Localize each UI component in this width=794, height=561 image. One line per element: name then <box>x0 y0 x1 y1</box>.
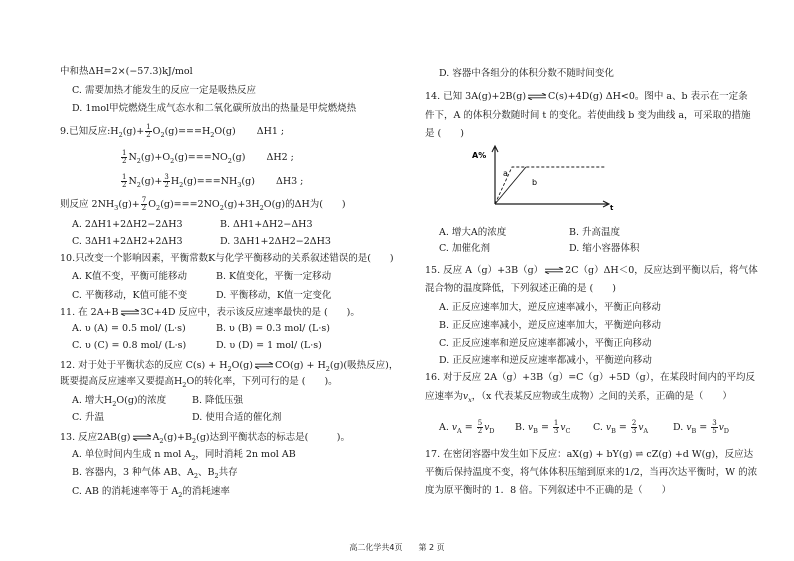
question-12-option-c: C. 升温 <box>72 412 104 423</box>
question-17-stem: 17. 在密闭容器中发生如下反应：aX(g) + bY(g) ⇌ cZ(g) +d W(g)，反应达 <box>425 449 754 460</box>
y-axis-label: A% <box>472 151 487 160</box>
question-12-option-a: A. 增大$H_2O(g)$的浓度 <box>72 395 167 408</box>
question-11-option-c: C. υ (C) = 0.8 mol/ (L·s) <box>72 340 187 351</box>
question-14-option-c: C. 加催化剂 <box>439 243 490 254</box>
question-14-stem-2: 件下，A 的体积分数随时间 t 的变化。若使曲线 b 变为曲线 a，可采取的措施 <box>425 110 751 121</box>
question-14-stem-3: 是 ( ) <box>425 128 464 139</box>
question-10-option-d: D. 平衡移动，K值一定变化 <box>216 290 332 301</box>
question-12-option-d: D. 使用合适的催化剂 <box>192 412 282 423</box>
question-9-eq1: 9.已知反应$:H_2(g)+$ $\frac{1}{2}$ $O_2(g)===H_2O(g)$ ΔH1 ; <box>60 123 285 139</box>
text-line: 中和热ΔH=2×(−57.3)kJ/mol <box>60 66 193 77</box>
question-15-option-c: C. 正反应速率和逆反应速率都减小，平衡正向移动 <box>439 338 652 349</box>
curve-a <box>495 167 606 204</box>
question-10-option-b: B. K值变化，平衡一定移动 <box>216 271 332 282</box>
question-9-stem: 则反应 $2NH_3(g)+$ $\frac{7}{2}$ $O_2(g)===2NO_2(g)+3H_2O(g)$的ΔH为( ) <box>60 196 346 212</box>
curve-b <box>495 167 526 204</box>
curve-a-label: a <box>503 169 508 178</box>
question-15-stem-2: 混合物的温度降低，下列叙述正确的是 ( ) <box>425 283 616 294</box>
question-14-option-a: A. 增大A的浓度 <box>439 227 507 238</box>
question-15-option-b: B. 正反应速率减小，逆反应速率加大，平衡逆向移动 <box>439 320 662 331</box>
question-15-stem: 15. 反应 A（g）+3B（g） 2C（g）ΔH＜0，反应达到平衡以后，将气体 <box>425 265 758 276</box>
page-footer: 高二化学共4页 第 2 页 <box>349 543 445 552</box>
question-11-option-d: D. υ (D) = 1 mol/ (L·s) <box>216 340 322 351</box>
question-13-option-b: B. 容器内，3 种气体 AB、$A_2$、$B_2$共存 <box>72 467 238 480</box>
question-16-stem-2: 应速率为$v_x$，（x 代表某反应物或生成物）之间的关系，正确的是（ ） <box>425 391 732 404</box>
question-13-option-a: A. 单位时间内生成 n mol $A_2$，同时消耗 2n mol AB <box>72 449 296 462</box>
question-13-option-c: C. AB 的消耗速率等于 $A_2$的消耗速率 <box>72 486 230 499</box>
question-16-option-c: C. $v_B$ = $\frac{2}{3}$ $v_A$ <box>593 419 649 435</box>
question-15-option-d: D. 正反应速率和逆反应速率都减小，平衡逆向移动 <box>439 355 652 366</box>
question-15-option-a: A. 正反应速率加大，逆反应速率减小，平衡正向移动 <box>439 302 661 313</box>
question-16-stem: 16. 对于反应 2A（g）+3B（g）=C（g）+5D（g），在某段时间内的平均反 <box>425 372 755 383</box>
equilibrium-arrow-icon <box>544 267 564 274</box>
question-13-stem: 13. 反应2AB(g) $A_2(g)+B_2(g)$达到平衡状态的标志是( )。 <box>60 432 351 445</box>
question-17-stem-2: 平衡后保持温度不变，将气体体积压缩到原来的1/2，当再次达平衡时，W 的浓 <box>425 467 758 478</box>
question-12-option-b: B. 降低压强 <box>192 395 244 406</box>
question-14-stem: 14. 已知 3A(g)+2B(g) C(s)+4D(g) ΔH<0。图中 a、b 表示在一定条 <box>425 91 748 102</box>
question-16-option-a: A. $v_A$ = $\frac{5}{2}$ $v_D$ <box>439 419 495 435</box>
question-14-option-d: D. 缩小容器体积 <box>569 243 640 254</box>
question-9-option-d: D. 3ΔH1+2ΔH2−2ΔH3 <box>220 236 331 247</box>
equilibrium-arrow-icon <box>120 309 140 316</box>
question-11-option-b: B. υ (B) = 0.3 mol/ (L·s) <box>216 323 330 334</box>
question-9-option-a: A. 2ΔH1+2ΔH2−2ΔH3 <box>72 219 183 230</box>
option-d: D. 1mol甲烷燃烧生成气态水和二氧化碳所放出的热量是甲烷燃烧热 <box>72 103 357 114</box>
option-c: C. 需要加热才能发生的反应一定是吸热反应 <box>72 85 256 96</box>
curve-b-label: b <box>532 178 538 187</box>
question-10-stem: 10.只改变一个影响因素，平衡常数K与化学平衡移动的关系叙述错误的是( ) <box>60 253 394 264</box>
question-12-stem: 12. 对于处于平衡状态的反应 $C(s) + H_2O(g)$ $CO(g) + H_2(g)$(吸热反应)， <box>60 360 399 373</box>
equilibrium-arrow-icon <box>527 93 547 100</box>
question-9-option-b: B. ΔH1+ΔH2−ΔH3 <box>220 219 313 230</box>
x-axis-label: t <box>610 204 614 212</box>
question-12-stem-2: 既要提高反应速率又要提高$H_2O$的转化率，下列可行的是 ( )。 <box>60 376 338 389</box>
question-17-stem-3: 度为原平衡时的 1．8 倍。下列叙述中不正确的是（ ） <box>425 485 672 496</box>
equilibrium-arrow-icon <box>254 362 274 369</box>
question-14-option-b: B. 升高温度 <box>569 227 621 238</box>
question-9-eq2: $\frac{1}{2}$ $N_2(g)+O_2(g)===NO_2(g)$ ΔH2 ; <box>122 149 294 165</box>
question-11-option-a: A. υ (A) = 0.5 mol/ (L·s) <box>72 323 186 334</box>
question-9-eq3: $\frac{1}{2}$ $N_2(g)+$ $\frac{3}{2}$ $H_2(g)===NH_3(g)$ ΔH3 ; <box>122 173 304 189</box>
volume-fraction-graph <box>468 143 618 213</box>
question-10-option-a: A. K值不变，平衡可能移动 <box>72 271 187 282</box>
question-16-option-d: D. $v_B$ = $\frac{3}{5}$ $v_D$ <box>673 419 729 435</box>
question-10-option-c: C. 平衡移动，K值可能不变 <box>72 290 188 301</box>
question-9-option-c: C. 3ΔH1+2ΔH2+2ΔH3 <box>72 236 183 247</box>
equilibrium-arrow-icon <box>132 434 152 441</box>
question-16-option-b: B. $v_B$ = $\frac{1}{3}$ $v_C$ <box>515 419 571 435</box>
option-d: D. 容器中各组分的体积分数不随时间变化 <box>439 68 614 79</box>
question-11-stem: 11. 在 2A+B 3C+4D 反应中，表示该反应速率最快的是 ( )。 <box>60 307 360 318</box>
